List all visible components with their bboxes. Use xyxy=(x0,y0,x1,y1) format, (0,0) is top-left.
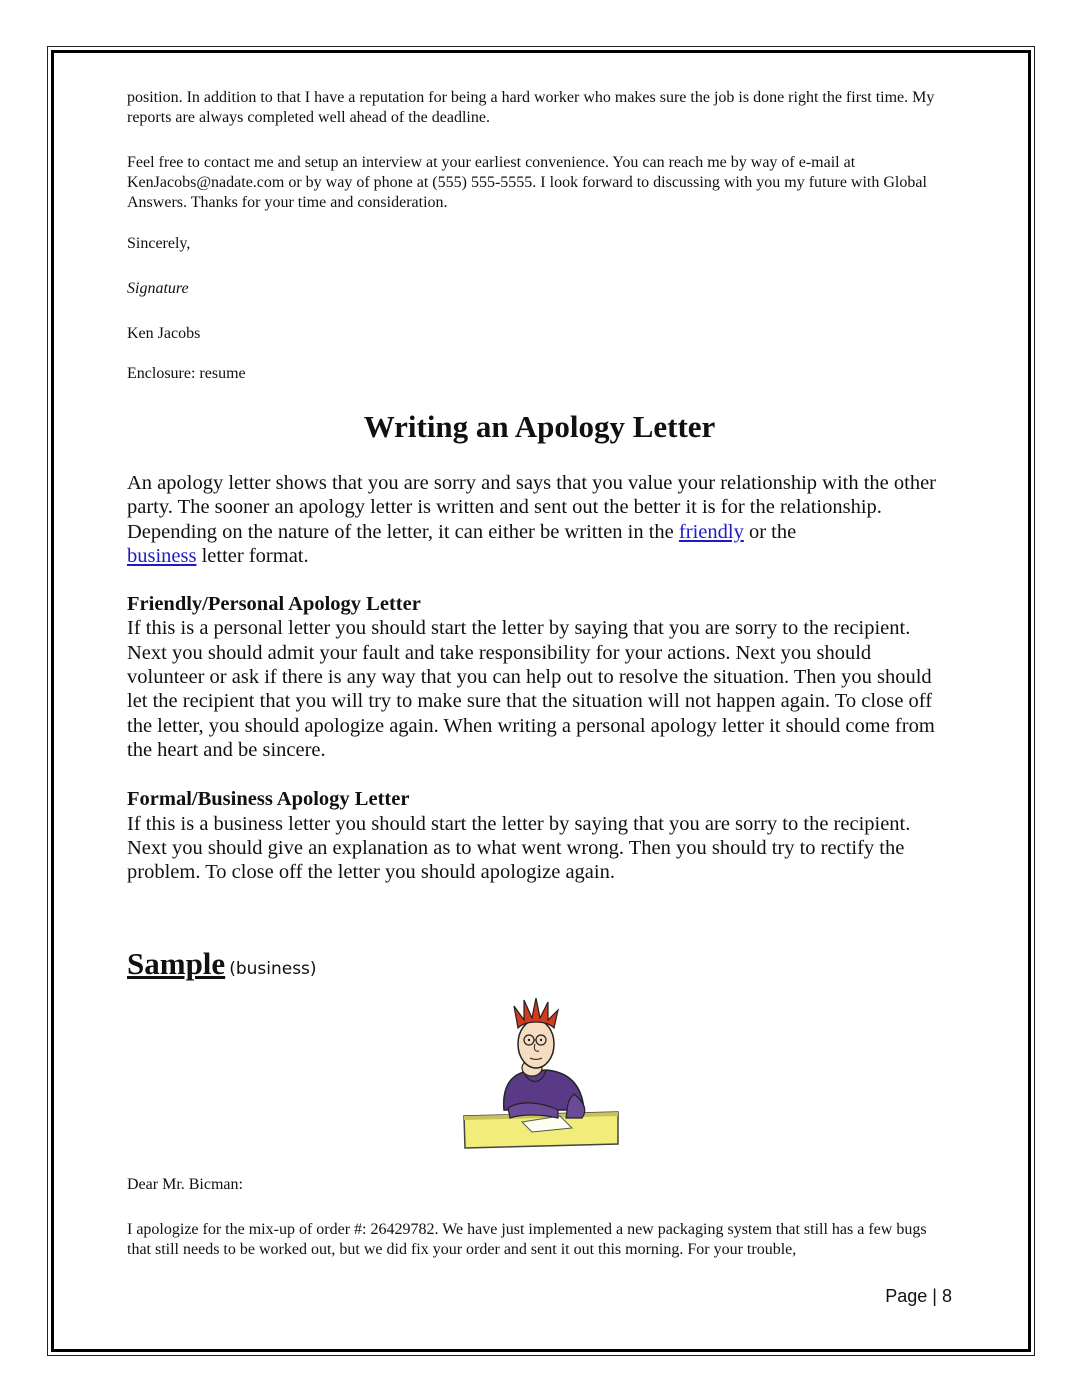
formal-text: If this is a business letter you should start the letter by saying that you are sorry to the recipient. Next you should give an explanation as to what went wrong. Then you should try to rectify the problem. To close off the letter you should apologize again. xyxy=(127,812,911,884)
friendly-text: If this is a personal letter you should start the letter by saying that you are sorry to the recipient. Next you should admit your fault and take responsibility for your actions. Next you should volunteer or ask if there is any way that you can help out to resolve the situation. Then you should let the recipient that you will try to make sure that the situation will not happen again. To close off the letter, you should apologize again. When writing a personal apology letter it should come from the heart and be sincere. xyxy=(127,617,935,761)
letter-signature: Signature xyxy=(127,280,189,297)
sample-salutation: Dear Mr. Bicman: xyxy=(127,1176,243,1193)
sample-subtitle: (business) xyxy=(229,959,317,979)
apology-section xyxy=(127,471,952,884)
letter-paragraph-2: Feel free to contact me and setup an interview at your earliest convenience. You can reach me by way of e-mail at KenJacobs@nadate.com or by way of phone at (555) 555-5555. I look forward to discussing with you my future with Global Answers. Thanks for your time and consideration. xyxy=(127,154,927,211)
friendly-link[interactable]: friendly xyxy=(678,520,744,543)
letter-enclosure: Enclosure: resume xyxy=(127,365,246,382)
letter-closing: Sincerely, xyxy=(127,235,191,252)
letter-paragraph-1: position. In addition to that I have a reputation for being a hard worker who makes sure the job is done right the first time. My reports are always completed well ahead of the deadline. xyxy=(127,89,935,126)
letter-top xyxy=(127,88,952,384)
sample-title: Sample xyxy=(127,946,226,981)
intro-paragraph xyxy=(127,471,952,568)
section-title: Writing an Apology Letter xyxy=(363,409,716,444)
intro-text-b: or the xyxy=(743,520,797,543)
formal-heading: Formal/Business Apology Letter xyxy=(127,788,410,811)
intro-text-c: letter format. xyxy=(196,544,309,567)
intro-text-a: An apology letter shows that you are sorry and says that you value your relationship with the other party. The sooner an apology letter is written and sent out the better it is for the relationship. Depending on the nature of the letter, it can either be written in the xyxy=(127,472,936,543)
sample-body: I apologize for the mix-up of order #: 26429782. We have just implemented a new packaging system that still has a few bugs that still needs to be worked out, but we did fix your order and sent it out this morning. For your trouble, xyxy=(127,1221,927,1258)
sample-letter xyxy=(127,1175,952,1260)
page-number: Page | 8 xyxy=(885,1286,952,1306)
sample-heading xyxy=(127,946,317,982)
letter-name: Ken Jacobs xyxy=(127,325,201,342)
friendly-heading: Friendly/Personal Apology Letter xyxy=(127,593,421,616)
business-link[interactable]: business xyxy=(127,544,197,567)
thinking-man-illustration xyxy=(462,998,622,1153)
